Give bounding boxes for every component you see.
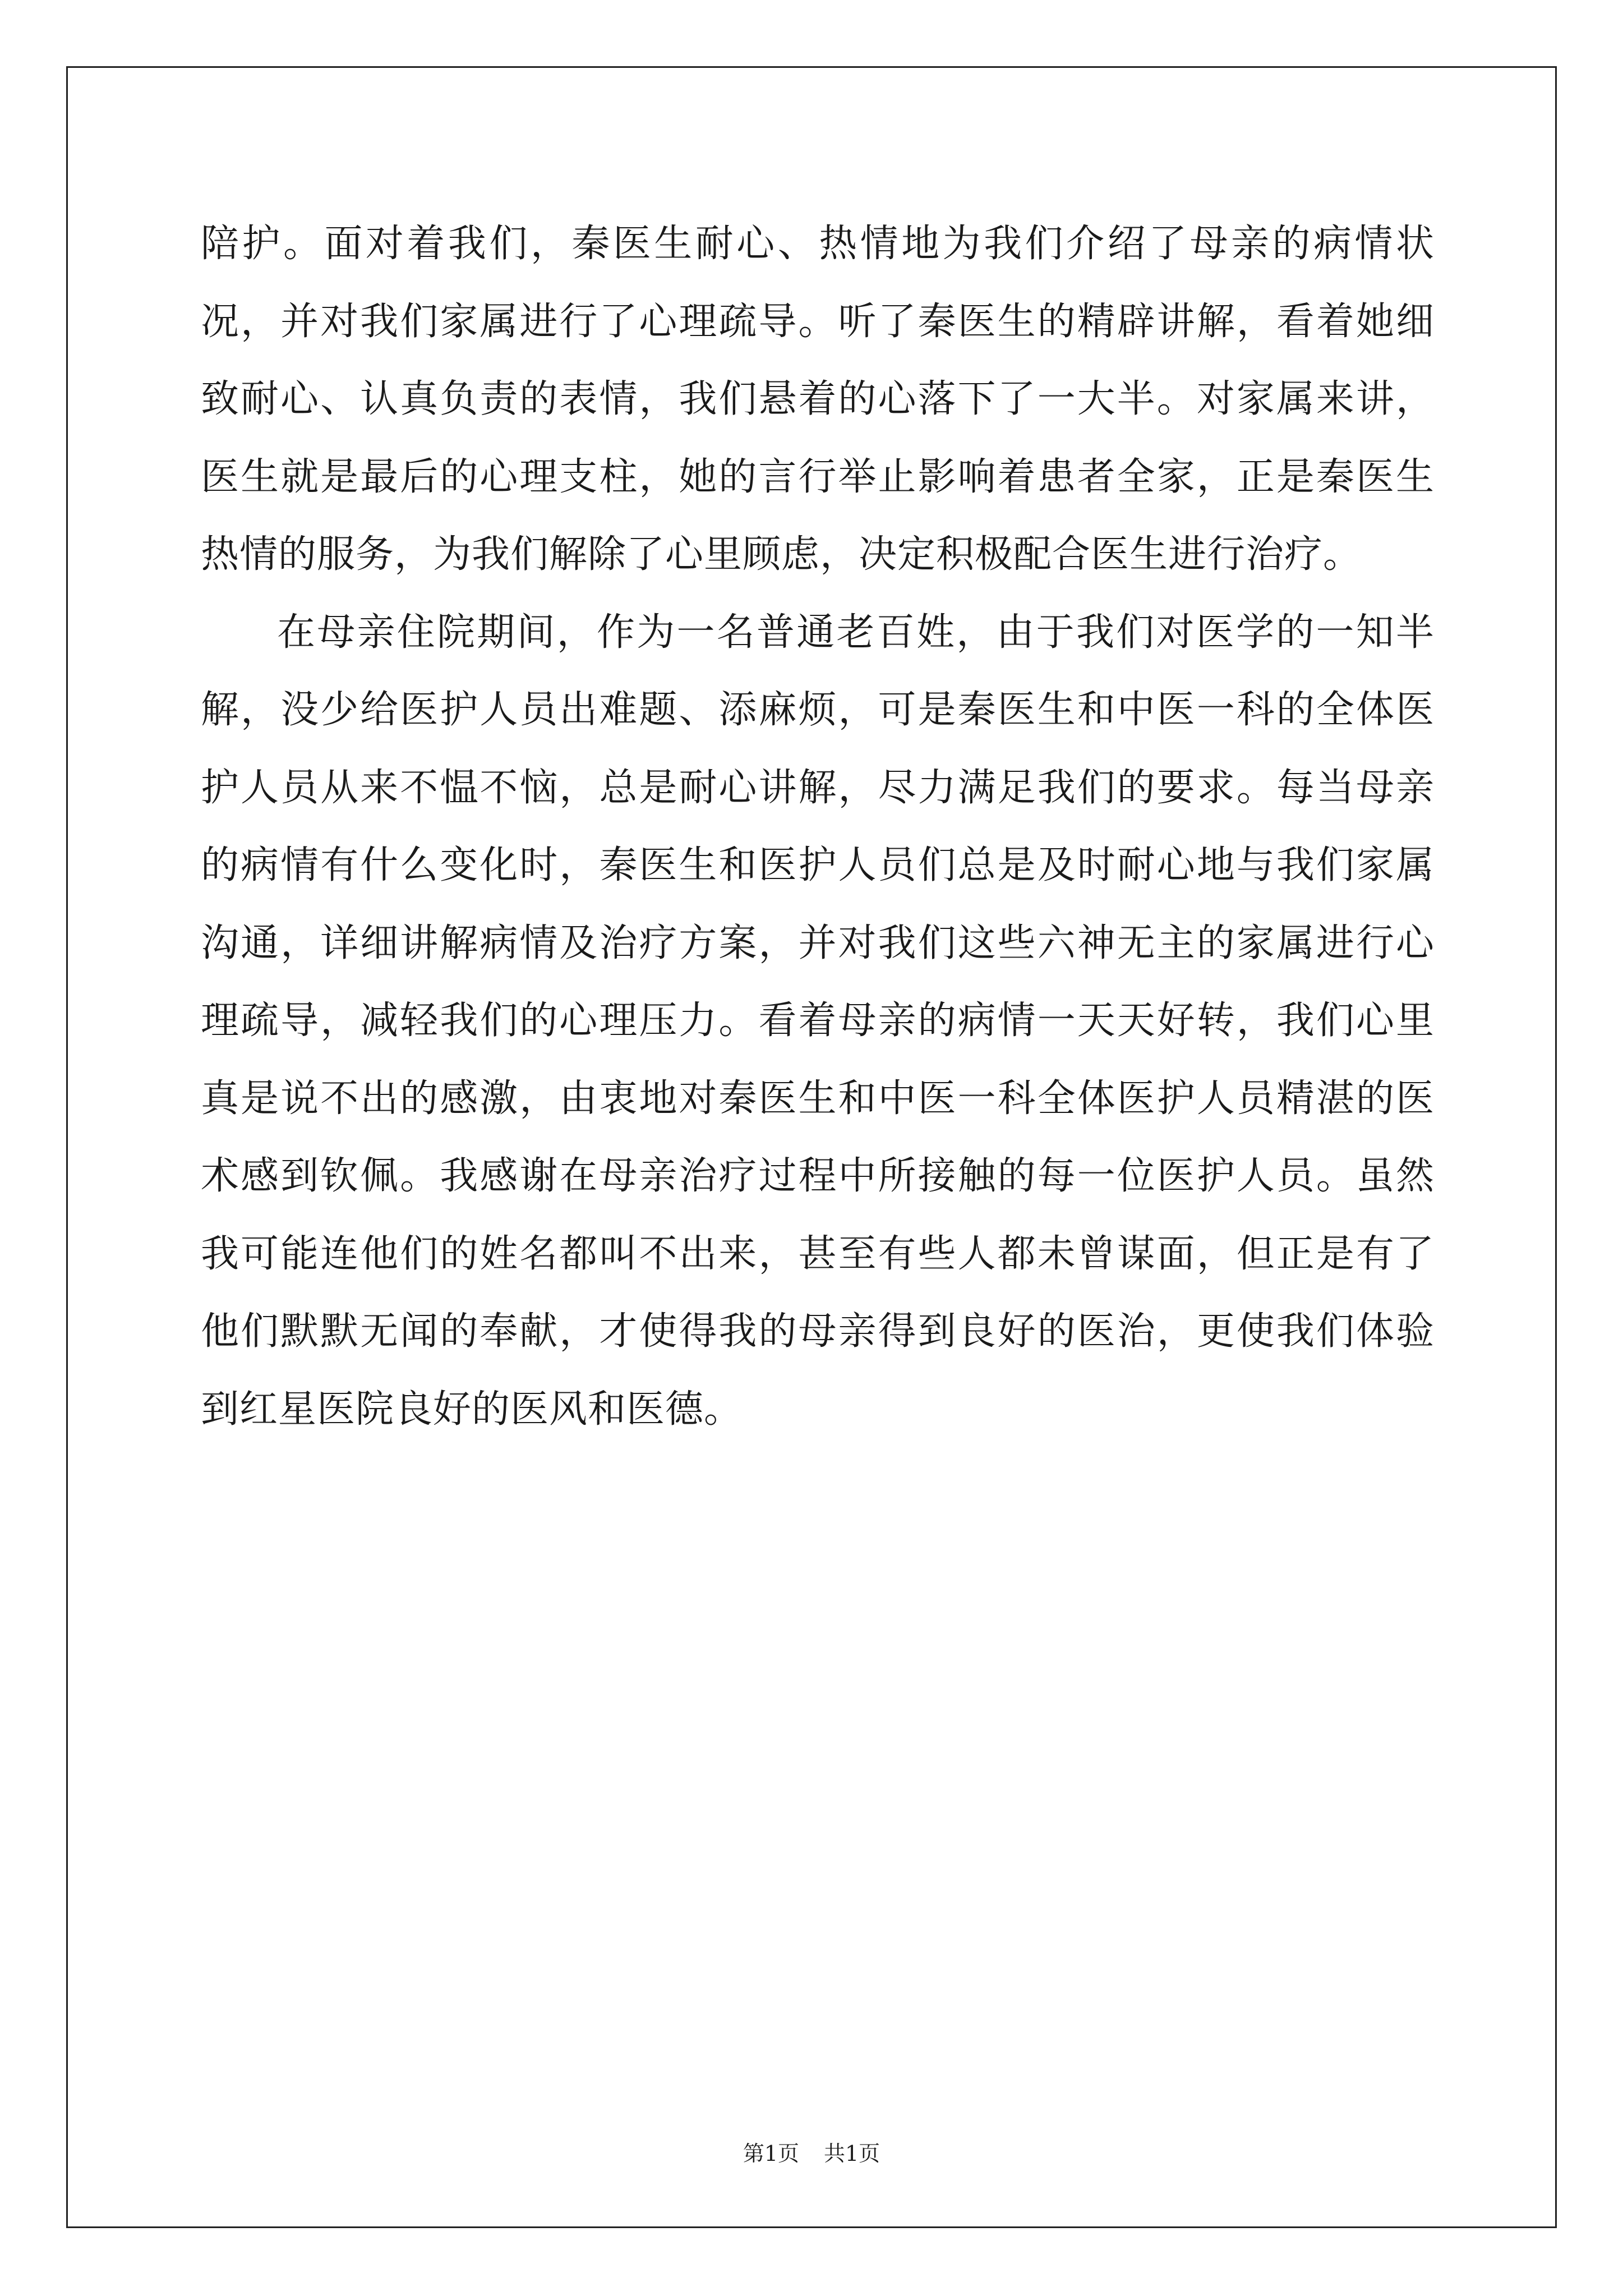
page-footer bbox=[0, 2139, 1623, 2168]
paragraph-1: 陪护。面对着我们，秦医生耐心、热情地为我们介绍了母亲的病情状况，并对我们家属进行了心理疏导。听了秦医生的精辟讲解，看着她细致耐心、认真负责的表情，我们悬着的心落下了一大半。对家属来讲，医生就是最后的心理支柱，她的言行举止影响着患者全家，正是秦医生热情的服务，为我们解除了心里顾虑，决定积极配合医生进行治疗。 bbox=[201, 222, 1435, 577]
page-number-current: 第1页 bbox=[743, 2141, 799, 2166]
document-body bbox=[201, 205, 1435, 1448]
page-number-total: 共1页 bbox=[824, 2141, 880, 2166]
paragraph-2: 在母亲住院期间，作为一名普通老百姓，由于我们对医学的一知半解，没少给医护人员出难题、添麻烦，可是秦医生和中医一科的全体医护人员从来不愠不恼，总是耐心讲解，尽力满足我们的要求。每当母亲的病情有什么变化时，秦医生和医护人员们总是及时耐心地与我们家属沟通，详细讲解病情及治疗方案，并对我们这些六神无主的家属进行心理疏导，减轻我们的心理压力。看着母亲的病情一天天好转，我们心里真是说不出的感激，由衷地对秦医生和中医一科全体医护人员精湛的医术感到钦佩。我感谢在母亲治疗过程中所接触的每一位医护人员。虽然我可能连他们的姓名都叫不出来，甚至有些人都未曾谋面，但正是有了他们默默无闻的奉献，才使得我的母亲得到良好的医治，更使我们体验到红星医院良好的医风和医德。 bbox=[201, 610, 1435, 1432]
